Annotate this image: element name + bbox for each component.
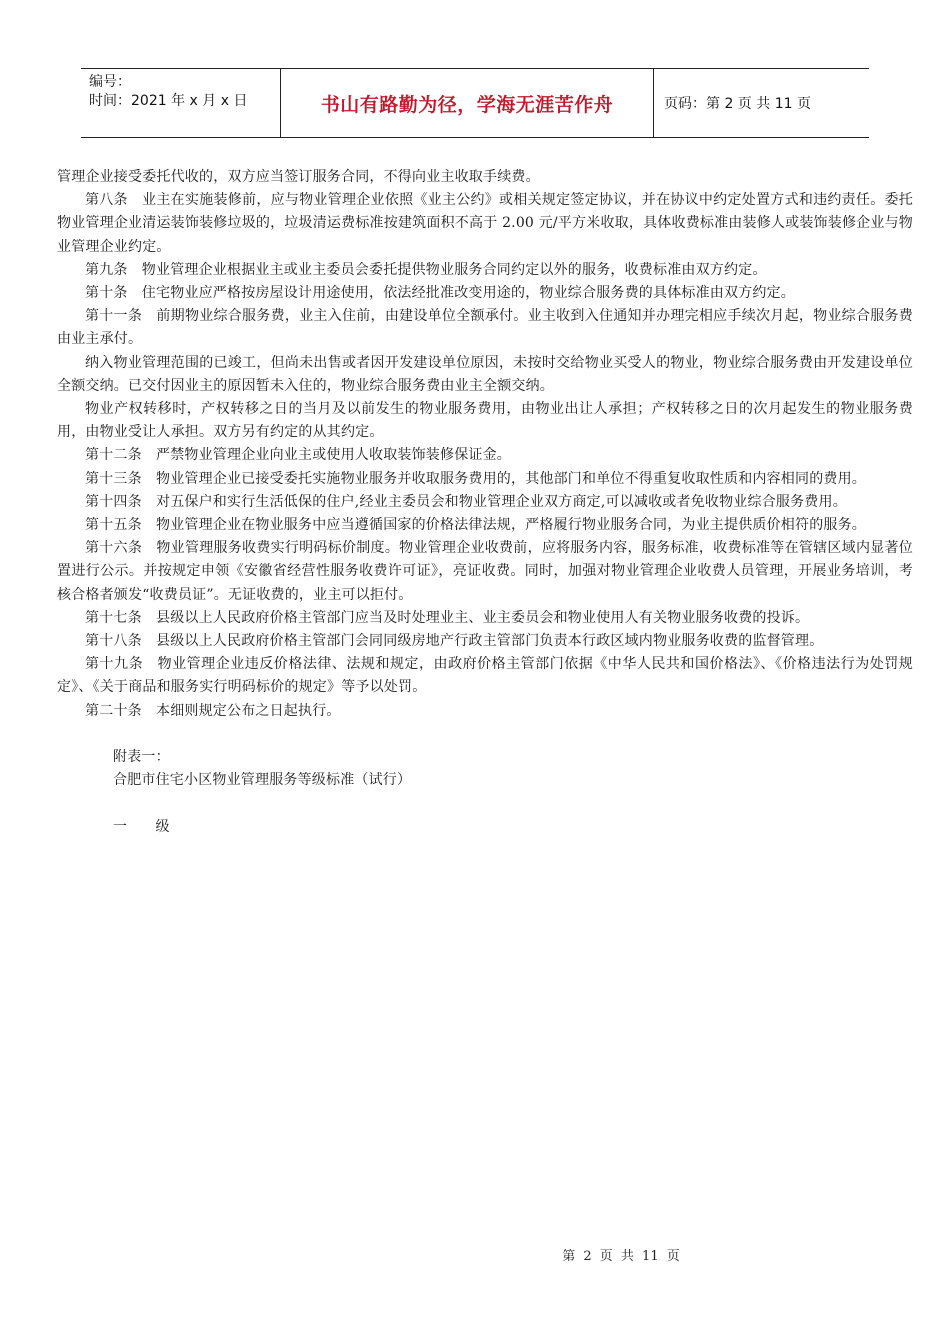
article-17: 第十七条 县级以上人民政府价格主管部门应当及时处理业主、业主委员会和物业使用人有关物业服务收费的投诉。	[85, 609, 810, 626]
header-page-number: 页码：第 2 页 共 11 页	[664, 96, 811, 112]
document-header	[81, 68, 869, 138]
paragraph: 管理企业接受委托代收的，双方应当签订服务合同，不得向业主收取手续费。	[57, 169, 540, 185]
article-15: 第十五条 物业管理企业在物业服务中应当遵循国家的价格法律法规，严格履行物业服务合同，为业主提供质价相符的服务。	[85, 517, 866, 534]
header-motto: 书山有路勤为径，学海无涯苦作舟	[281, 69, 654, 137]
article-18: 第十八条 县级以上人民政府价格主管部门会同同级房地产行政主管部门负责本行政区域内物业服务收费的监督管理。	[85, 633, 824, 650]
article-20: 第二十条 本细则规定公布之日起执行。	[85, 702, 341, 719]
article-12: 第十二条 严禁物业管理企业向业主或使用人收取装饰装修保证金。	[85, 447, 511, 464]
appendix-label: 附表一：	[113, 749, 170, 766]
date-label: 时间：2021 年 x 月 x 日	[89, 93, 248, 109]
article-9: 第九条 物业管理企业根据业主或业主委员会委托提供物业服务合同约定以外的服务，收费标准由双方约定。	[85, 261, 767, 278]
paragraph: 纳入物业管理范围的已竣工，但尚未出售或者因开发建设单位原因，未按时交给物业买受人的物业，物业综合服务费由开发建设单位全额交纳。已交付因业主的原因暂未入住的，物业综合服务费由业主全额交纳。	[57, 354, 913, 394]
spacer	[57, 792, 913, 815]
spacer	[57, 723, 913, 746]
page-footer: 第 2 页 共 11 页	[562, 1249, 680, 1264]
article-10: 第十条 住宅物业应严格按房屋设计用途使用，依法经批准改变用途的，物业综合服务费的具体标准由双方约定。	[85, 285, 795, 302]
article-11: 第十一条 前期物业综合服务费，业主入住前，由建设单位全额承付。业主收到入住通知并办理完相应手续次月起，物业综合服务费由业主承付。	[57, 308, 913, 348]
article-14: 第十四条 对五保户和实行生活低保的住户,经业主委员会和物业管理企业双方商定,可以减收或者免收物业综合服务费用。	[85, 493, 847, 510]
appendix-title: 合肥市住宅小区物业管理服务等级标准（试行）	[113, 772, 412, 789]
paragraph: 物业产权转移时，产权转移之日的当月及以前发生的物业服务费用，由物业出让人承担；产权转移之日的次月起发生的物业服务费用，由物业受让人承担。双方另有约定的从其约定。	[57, 401, 913, 441]
article-8: 第八条 业主在实施装修前，应与物业管理企业依照《业主公约》或相关规定签定协议，并在协议中约定处置方式和违约责任。委托物业管理企业清运装饰装修垃圾的，垃圾清运费标准按建筑面积不高于 2.00 元/平方米收取，具体收费标准由装修人或装饰装修企业与物业管理企业约定。	[57, 192, 913, 255]
article-19: 第十九条 物业管理企业违反价格法律、法规和规定，由政府价格主管部门依据《中华人民共和国价格法》、《价格违法行为处罚规定》、《关于商品和服务实行明码标价的规定》等予以处罚。	[57, 656, 913, 696]
header-meta	[81, 69, 281, 137]
appendix-level: 一 级	[113, 818, 182, 835]
article-16: 第十六条 物业管理服务收费实行明码标价制度。物业管理企业收费前，应将服务内容，服务标准，收费标准等在管辖区域内显著位置进行公示。并按规定申领《安徽省经营性服务收费许可证》，亮证收费。同时，加强对物业管理企业收费人员管理，开展业务培训，考核合格者颁发“收费员证”。无证收费的，业主可以拒付。	[57, 540, 913, 603]
article-13: 第十三条 物业管理企业已接受委托实施物业服务并收取服务费用的，其他部门和单位不得重复收取性质和内容相同的费用。	[85, 470, 866, 487]
number-label: 编号：	[89, 74, 131, 90]
document-body	[57, 166, 913, 839]
